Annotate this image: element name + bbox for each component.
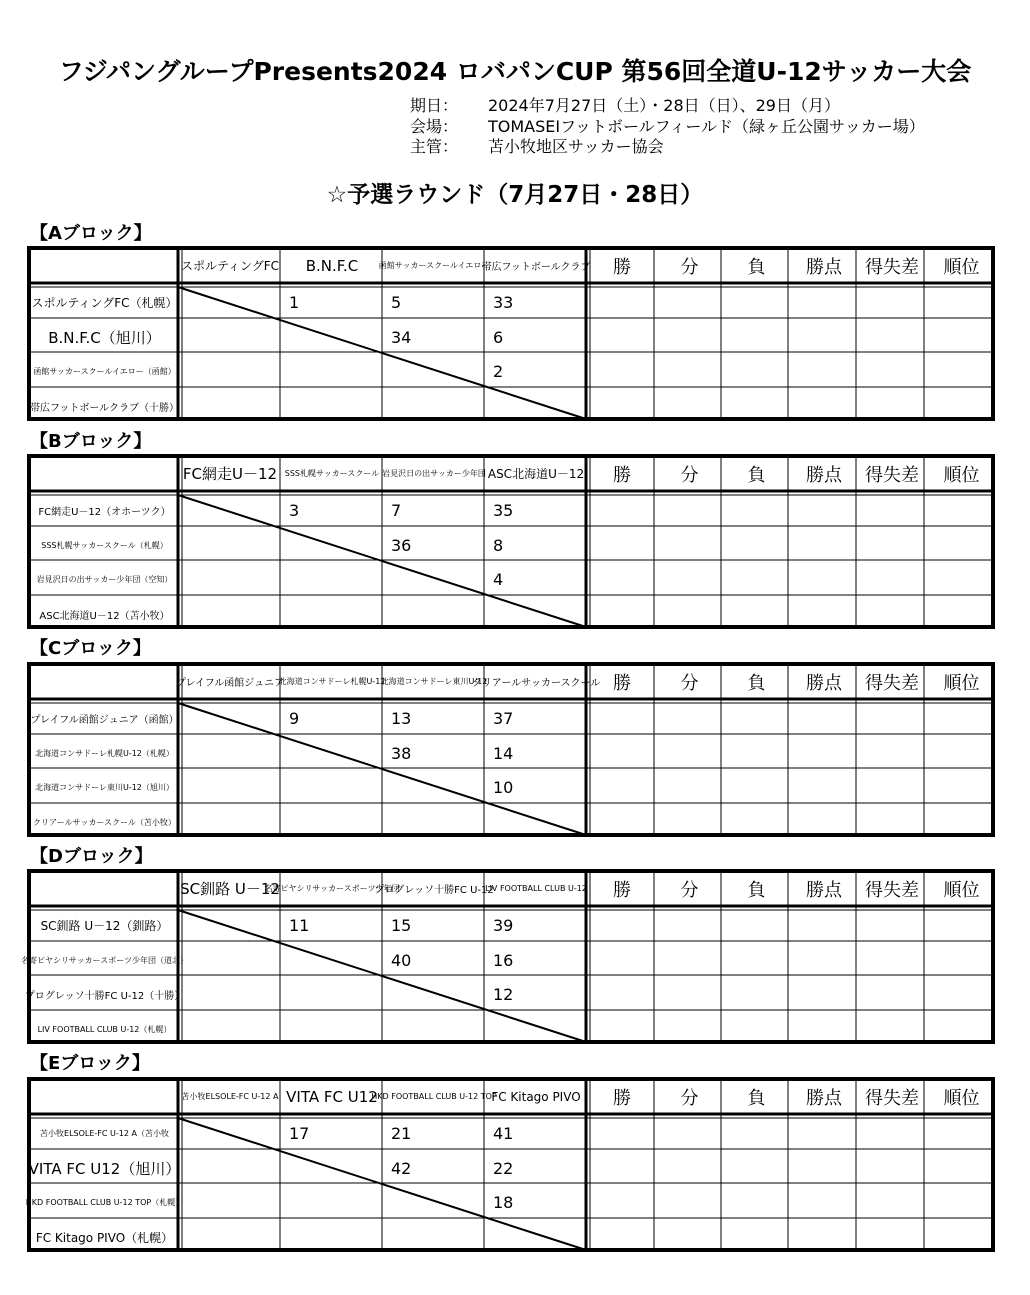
- team-column-header: SSS札幌サッカースクール: [284, 469, 380, 478]
- match-number: 22: [493, 1158, 514, 1178]
- stat-column-header: 負: [747, 1087, 766, 1109]
- team-column-header: FC Kitago PIVO: [491, 1089, 581, 1104]
- team-row-header: プレイフル函館ジュニア（函館）: [30, 715, 179, 726]
- team-column-header: VITA FC U12: [286, 1087, 378, 1106]
- team-row-header: 北海道コンサドーレ札幌U-12（札幌）: [35, 748, 174, 758]
- stat-column-header: 勝: [613, 879, 631, 901]
- team-row-header: FC網走U－12（オホーツク）: [38, 507, 171, 518]
- stat-column-header: 勝点: [806, 672, 842, 694]
- stat-column-header: 勝点: [806, 464, 842, 486]
- team-column-header: スポルティングFC: [180, 259, 280, 273]
- match-number: 38: [391, 743, 412, 763]
- team-row-header: LIV FOOTBALL CLUB U-12（札幌）: [37, 1024, 172, 1034]
- team-column-header: プログレッソ十勝FC U-12: [374, 885, 494, 896]
- stat-column-header: 得失差: [865, 256, 919, 278]
- team-row-header: スポルティングFC（札幌）: [31, 296, 178, 310]
- match-number: 8: [493, 535, 504, 555]
- league-table: [27, 246, 995, 421]
- team-column-header: LIV FOOTBALL CLUB U-12: [485, 884, 587, 893]
- stat-column-header: 勝点: [806, 1087, 842, 1109]
- stat-column-header: 順位: [943, 256, 980, 278]
- venue-value: TOMASEIフットボールフィールド（緑ヶ丘公園サッカー場）: [488, 117, 925, 136]
- match-number: 21: [391, 1124, 412, 1143]
- round-title: ☆予選ラウンド（7月27日・28日）: [326, 182, 704, 208]
- organizer-value: 苫小牧地区サッカー協会: [488, 137, 664, 156]
- match-number: 12: [493, 985, 514, 1004]
- team-row-header: SC釧路 U－12（釧路）: [40, 919, 169, 933]
- match-number: 16: [493, 950, 514, 970]
- team-column-header: クリアールサッカースクール: [471, 678, 601, 689]
- stat-column-header: 負: [747, 879, 766, 901]
- stat-column-header: 勝点: [806, 256, 842, 278]
- block-label: 【Aブロック】: [30, 223, 152, 244]
- team-row-header: 苫小牧ELSOLE-FC U-12 A（苫小牧: [40, 1129, 169, 1138]
- match-number: 39: [493, 916, 514, 935]
- team-row-header: FC Kitago PIVO（札幌）: [35, 1230, 174, 1245]
- stat-column-header: 順位: [943, 672, 980, 694]
- team-column-header: 名寄ピヤシリサッカースポーツ少年団: [264, 884, 400, 893]
- date-label: 期日：: [410, 96, 459, 115]
- match-number: 34: [391, 327, 412, 347]
- venue-label: 会場：: [410, 117, 459, 136]
- team-column-header: 帯広フットボールクラブ: [481, 262, 591, 273]
- match-number: 17: [289, 1124, 310, 1143]
- team-column-header: ASC北海道U－12: [487, 467, 585, 481]
- match-number: 14: [493, 743, 514, 763]
- stat-column-header: 勝: [613, 1087, 631, 1109]
- match-number: 41: [493, 1124, 514, 1143]
- stat-column-header: 負: [747, 464, 766, 486]
- team-row-header: SSS札幌サッカースクール（札幌）: [41, 540, 168, 550]
- team-column-header: SC釧路 U－12: [180, 880, 280, 898]
- team-column-header: プレイフル函館ジュニア: [175, 678, 285, 689]
- stat-column-header: 得失差: [865, 672, 919, 694]
- league-table: [21, 869, 995, 1044]
- stat-column-header: 分: [680, 256, 699, 278]
- block-label: 【Cブロック】: [30, 638, 151, 659]
- team-column-header: 苫小牧ELSOLE-FC U-12 A: [181, 1092, 279, 1101]
- team-column-header: 岩見沢日の出サッカー少年団: [382, 469, 486, 478]
- match-number: 2: [493, 362, 504, 381]
- match-number: 18: [493, 1193, 514, 1212]
- match-number: 13: [391, 709, 412, 728]
- stat-column-header: 負: [747, 256, 766, 278]
- match-number: 36: [391, 535, 412, 555]
- team-row-header: クリアールサッカースクール（苫小牧）: [33, 817, 176, 827]
- organizer-label: 主管：: [410, 137, 459, 156]
- team-row-header: VITA FC U12（旭川）: [28, 1159, 181, 1178]
- team-row-header: 北海道コンサドーレ東川U-12（旭川）: [35, 783, 174, 792]
- match-number: 9: [289, 709, 300, 728]
- team-row-header: 帯広フットボールクラブ（十勝）: [30, 402, 179, 414]
- team-column-header: B.N.F.C: [305, 256, 359, 275]
- league-table: [27, 1077, 995, 1252]
- match-number: 40: [391, 950, 412, 970]
- stat-column-header: 分: [680, 1087, 699, 1109]
- team-column-header: HKD FOOTBALL CLUB U-12 TOP: [371, 1092, 497, 1101]
- block-label: 【Eブロック】: [30, 1053, 150, 1074]
- match-number: 35: [493, 501, 514, 520]
- league-table: [27, 454, 995, 629]
- date-info: [410, 93, 840, 116]
- stat-column-header: 負: [747, 672, 766, 694]
- stat-column-header: 分: [680, 879, 699, 901]
- team-column-header: 函館サッカースクールイエロー: [378, 261, 490, 270]
- stat-column-header: 分: [680, 672, 699, 694]
- team-row-header: 岩見沢日の出サッカー少年団（空知）: [36, 575, 173, 584]
- league-table: [27, 662, 995, 837]
- team-row-header: 名寄ピヤシリサッカースポーツ少年団（道北）: [21, 955, 188, 965]
- match-number: 42: [391, 1158, 412, 1178]
- match-number: 10: [493, 778, 514, 797]
- stat-column-header: 勝: [613, 256, 631, 278]
- team-column-header: FC網走U－12: [182, 465, 278, 483]
- team-row-header: 函館サッカースクールイエロー（函館）: [33, 367, 176, 376]
- block-label: 【Dブロック】: [30, 846, 153, 867]
- match-number: 3: [289, 501, 300, 520]
- stat-column-header: 得失差: [865, 1087, 919, 1109]
- block-label: 【Bブロック】: [30, 431, 152, 452]
- stat-column-header: 得失差: [865, 879, 919, 901]
- stat-column-header: 順位: [943, 1087, 980, 1109]
- team-column-header: 北海道コンサドーレ東川U-12: [380, 677, 488, 686]
- match-number: 33: [493, 293, 514, 312]
- page-title: フジパングループPresents2024 ロバパンCUP 第56回全道U-12サッカー大会: [58, 57, 972, 86]
- match-number: 4: [493, 570, 504, 589]
- date-value: 2024年7月27日（土）・28日（日）、29日（月）: [488, 96, 840, 115]
- stat-column-header: 順位: [943, 464, 980, 486]
- stat-column-header: 勝: [613, 464, 631, 486]
- stat-column-header: 勝点: [806, 879, 842, 901]
- match-number: 6: [493, 327, 504, 347]
- stat-column-header: 順位: [943, 879, 980, 901]
- match-number: 7: [391, 501, 402, 520]
- match-number: 5: [391, 293, 402, 312]
- team-row-header: プログレッソ十勝FC U-12（十勝）: [24, 991, 185, 1002]
- match-number: 11: [289, 916, 310, 935]
- match-number: 37: [493, 709, 514, 728]
- stat-column-header: 勝: [613, 672, 631, 694]
- match-number: 15: [391, 916, 412, 935]
- organizer-info: [410, 134, 664, 157]
- team-row-header: HKD FOOTBALL CLUB U-12 TOP（札幌）: [25, 1198, 184, 1207]
- team-row-header: ASC北海道U－12（苫小牧）: [39, 610, 170, 622]
- stat-column-header: 分: [680, 464, 699, 486]
- team-column-header: 北海道コンサドーレ札幌U-12: [278, 677, 386, 686]
- team-row-header: B.N.F.C（旭川）: [48, 328, 161, 347]
- stat-column-header: 得失差: [865, 464, 919, 486]
- match-number: 1: [289, 293, 300, 312]
